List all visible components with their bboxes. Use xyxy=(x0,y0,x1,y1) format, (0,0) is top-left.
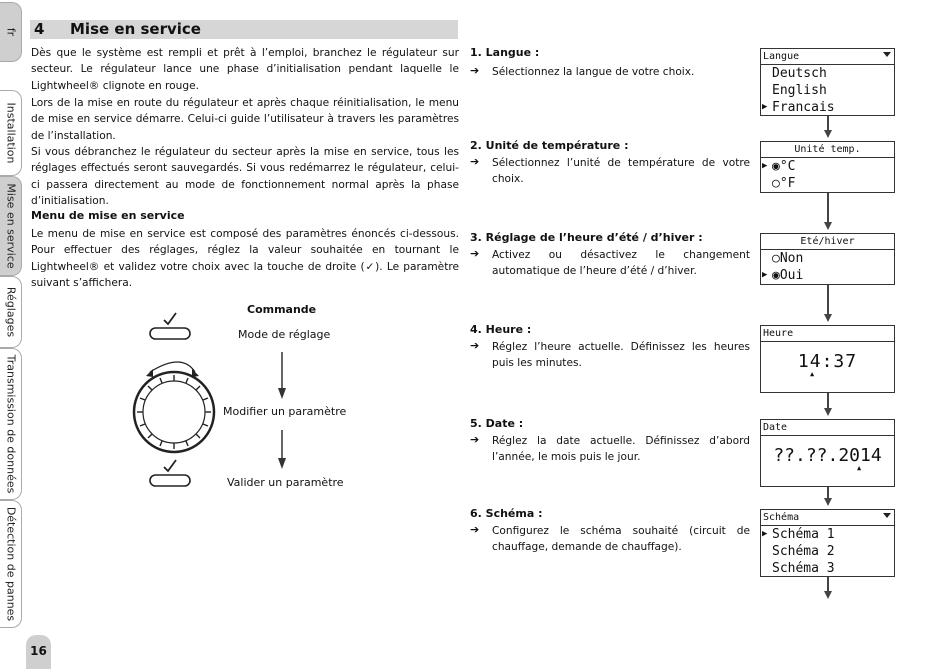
intro-paragraph-1: Dès que le système est rempli et prêt à l’emploi, branchez le régulateur sur secteur. Le régulateur lance une phase d’initialisation pendant laquelle le Lightwheel® clignote en rouge. xyxy=(31,47,459,92)
arrow-right-icon: ➔ xyxy=(470,64,480,77)
option-schema-1[interactable] xyxy=(761,526,894,543)
menu-subheading: Menu de mise en service xyxy=(31,209,185,222)
sidebar-tab-transmission[interactable] xyxy=(0,348,22,500)
option-label: °C xyxy=(779,159,796,174)
option-schema-2[interactable]: Schéma 2 xyxy=(772,544,835,559)
flow-arrow-icon xyxy=(824,314,832,322)
option-francais[interactable] xyxy=(761,99,894,116)
cursor-up-icon: ▲ xyxy=(857,464,862,472)
sidebar-tab-language[interactable] xyxy=(0,2,22,62)
arrow-right-icon: ➔ xyxy=(470,523,480,536)
date-value[interactable]: ??.??.2014 xyxy=(773,445,882,466)
diagram-arrow-down-icon xyxy=(278,352,286,399)
option-label: Non xyxy=(779,251,804,266)
flow-arrow-icon xyxy=(824,408,832,416)
sidebar-tab-label: Transmission de données xyxy=(4,354,17,494)
flow-line xyxy=(827,285,829,314)
option-oui[interactable] xyxy=(761,267,894,284)
section-heading xyxy=(30,20,458,39)
sidebar-tab-label: Réglages xyxy=(4,286,17,338)
step-3 xyxy=(470,231,750,279)
sidebar-tab-installation[interactable] xyxy=(0,90,22,176)
intro-paragraph-3: Si vous débranchez le régulateur du secteur après la mise en service, tous les réglages effectués seront sauvegardés. Si vous redémarrez le régulateur, celui-ci passera directement au mode de fonctionnement normal après la phase d’initialisation. xyxy=(31,146,459,208)
intro-paragraph-2: Lors de la mise en route du régulateur et après chaque réinitialisation, le menu de mise en service démarre. Celui-ci guide l’utilisateur à travers les paramètres de l’installation. xyxy=(31,97,459,142)
screen-header xyxy=(761,49,894,65)
check-button-bottom-icon xyxy=(150,460,190,486)
step-2 xyxy=(470,139,750,187)
selection-cursor-icon: ▶ xyxy=(762,161,768,171)
step-title: 2. Unité de température : xyxy=(470,139,629,152)
diagram-arrow-down-icon xyxy=(278,430,286,469)
section-number: 4 xyxy=(34,20,45,38)
step-text: Sélectionnez l’unité de température de votre choix. xyxy=(492,157,750,185)
flow-arrow-icon xyxy=(824,498,832,506)
step-text: Réglez la date actuelle. Définissez d’abord l’année, le mois puis le jour. xyxy=(492,435,750,463)
flow-arrow-icon xyxy=(824,130,832,138)
screen-header: Eté/hiver xyxy=(761,234,894,250)
sidebar-tab-mise-en-service[interactable] xyxy=(0,176,22,276)
step-title: 1. Langue : xyxy=(470,46,540,59)
page-number: 16 xyxy=(30,644,47,658)
diagram-label-mode: Mode de réglage xyxy=(238,328,331,341)
option-deutsch[interactable]: Deutsch xyxy=(772,66,827,81)
screen-date xyxy=(760,419,895,487)
selection-cursor-icon: ▶ xyxy=(762,529,768,539)
flow-arrow-icon xyxy=(824,591,832,599)
screen-langue xyxy=(760,48,895,116)
selection-cursor-icon: ▶ xyxy=(762,270,768,280)
arrow-right-icon: ➔ xyxy=(470,247,480,260)
option-non[interactable] xyxy=(761,250,894,267)
cursor-up-icon: ▲ xyxy=(810,370,815,378)
flow-line xyxy=(827,193,829,222)
radio-selected-icon: ◉ xyxy=(772,268,780,283)
sidebar-tab-reglages[interactable] xyxy=(0,276,22,348)
flow-line xyxy=(827,577,829,591)
flow-line xyxy=(827,487,829,498)
check-button-top-icon xyxy=(150,313,190,339)
option-label: Oui xyxy=(779,268,804,283)
step-5 xyxy=(470,417,750,465)
sidebar-tab-label: Installation xyxy=(4,102,17,164)
screen-header: Heure xyxy=(761,326,894,342)
sidebar-tab-label: Mise en service xyxy=(4,183,17,269)
flow-line xyxy=(827,393,829,408)
step-text: Configurez le schéma souhaité (circuit de chauffage, demande de chauffage). xyxy=(492,525,750,553)
step-text: Activez ou désactivez le changement automatique de l’heure d’été / d’hiver. xyxy=(492,249,750,277)
step-title: 6. Schéma : xyxy=(470,507,543,520)
step-4 xyxy=(470,323,750,371)
screen-header xyxy=(761,510,894,526)
dropdown-arrow-icon xyxy=(883,52,891,57)
screen-header: Date xyxy=(761,420,894,436)
step-1 xyxy=(470,46,750,80)
section-title: Mise en service xyxy=(70,20,201,38)
step-title: 4. Heure : xyxy=(470,323,532,336)
option-schema-3[interactable]: Schéma 3 xyxy=(772,561,835,576)
screen-heure xyxy=(760,325,895,393)
option-fahrenheit[interactable] xyxy=(761,175,894,192)
step-6 xyxy=(470,507,750,555)
sidebar-tab-label: fr xyxy=(4,27,17,37)
lightwheel-icon xyxy=(134,372,214,452)
sidebar-tab-label: Détection de pannes xyxy=(4,506,17,622)
screen-header-label: Langue xyxy=(763,51,800,62)
screen-header-label: Schéma xyxy=(763,512,800,523)
menu-paragraph: Le menu de mise en service est composé des paramètres énoncés ci-dessous. Pour effectuer des réglages, réglez la valeur souhaitée en tournant le Lightwheel® et validez votre choix avec la touche de droite (✓). Le paramètre suivant s’affichera. xyxy=(31,228,459,290)
step-title: 3. Réglage de l’heure d’été / d’hiver : xyxy=(470,231,703,244)
diagram-label-validate: Valider un paramètre xyxy=(227,476,344,489)
option-label: °F xyxy=(779,176,796,191)
selection-cursor-icon: ▶ xyxy=(762,102,768,112)
radio-empty-icon: ○ xyxy=(772,251,780,266)
diagram-label-modify: Modifier un paramètre xyxy=(223,405,347,418)
flow-arrow-icon xyxy=(824,222,832,230)
screen-schema xyxy=(760,509,895,577)
step-text: Sélectionnez la langue de votre choix. xyxy=(492,66,695,78)
time-value[interactable]: 14:37 xyxy=(797,351,858,372)
arrow-right-icon: ➔ xyxy=(470,433,480,446)
radio-selected-icon: ◉ xyxy=(772,159,780,174)
option-label: Schéma 1 xyxy=(772,527,835,542)
step-text: Réglez l’heure actuelle. Définissez les heures puis les minutes. xyxy=(492,341,750,369)
screen-header: Unité temp. xyxy=(761,142,894,158)
arrow-right-icon: ➔ xyxy=(470,155,480,168)
dropdown-arrow-icon xyxy=(883,513,891,518)
radio-empty-icon: ○ xyxy=(772,176,780,191)
diagram-graphic xyxy=(120,300,320,500)
arrow-right-icon: ➔ xyxy=(470,339,480,352)
sidebar-tab-detection[interactable] xyxy=(0,500,22,628)
screen-ete-hiver xyxy=(760,233,895,285)
option-label: Francais xyxy=(772,100,835,115)
option-english[interactable]: English xyxy=(772,83,827,98)
page-number-tab xyxy=(26,635,51,669)
diagram-title: Commande xyxy=(247,303,317,316)
screen-unite-temp xyxy=(760,141,895,193)
step-title: 5. Date : xyxy=(470,417,524,430)
option-celsius[interactable] xyxy=(761,158,894,175)
flow-line xyxy=(827,116,829,130)
